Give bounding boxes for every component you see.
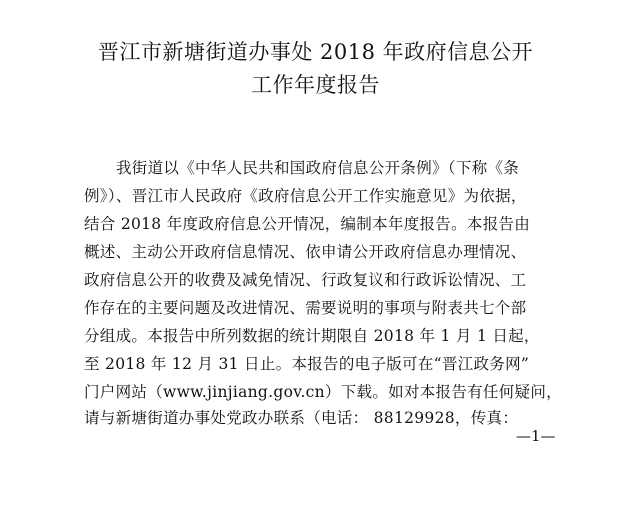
body-line-8: 至 2018 年 12 月 31 日止。本报告的电子版可在“晋江政务网” <box>84 355 530 373</box>
body-line-2: 例》）、晋江市人民政府《政府信息公开工作实施意见》为依据， <box>84 187 527 205</box>
page-number: —1— <box>516 427 556 445</box>
body-line-7: 分组成。本报告中所列数据的统计期限自 2018 年 1 月 1 日起， <box>84 327 540 345</box>
body-line-10: 请与新塘街道办事处党政办联系（电话： 88129928，传真： <box>84 409 519 427</box>
document-title-line-2: 工作年度报告 <box>251 73 380 97</box>
document-title-line-1: 晋江市新塘街道办事处 2018 年政府信息公开 <box>97 40 534 64</box>
body-line-6: 作存在的主要问题及改进情况、需要说明的事项与附表共七个部 <box>84 299 527 317</box>
body-line-4: 概述、主动公开政府信息情况、依申请公开政府信息办理情况、 <box>84 243 527 261</box>
body-line-3: 结合 2018 年度政府信息公开情况，编制本年度报告。本报告由 <box>84 215 531 233</box>
body-line-5: 政府信息公开的收费及减免情况、行政复议和行政诉讼情况、工 <box>84 271 527 289</box>
body-line-9: 门户网站（www.jinjiang.gov.cn）下载。如对本报告有任何疑问， <box>84 383 562 401</box>
body-line-1: 我街道以《中华人民共和国政府信息公开条例》（下称《条 <box>116 159 520 177</box>
